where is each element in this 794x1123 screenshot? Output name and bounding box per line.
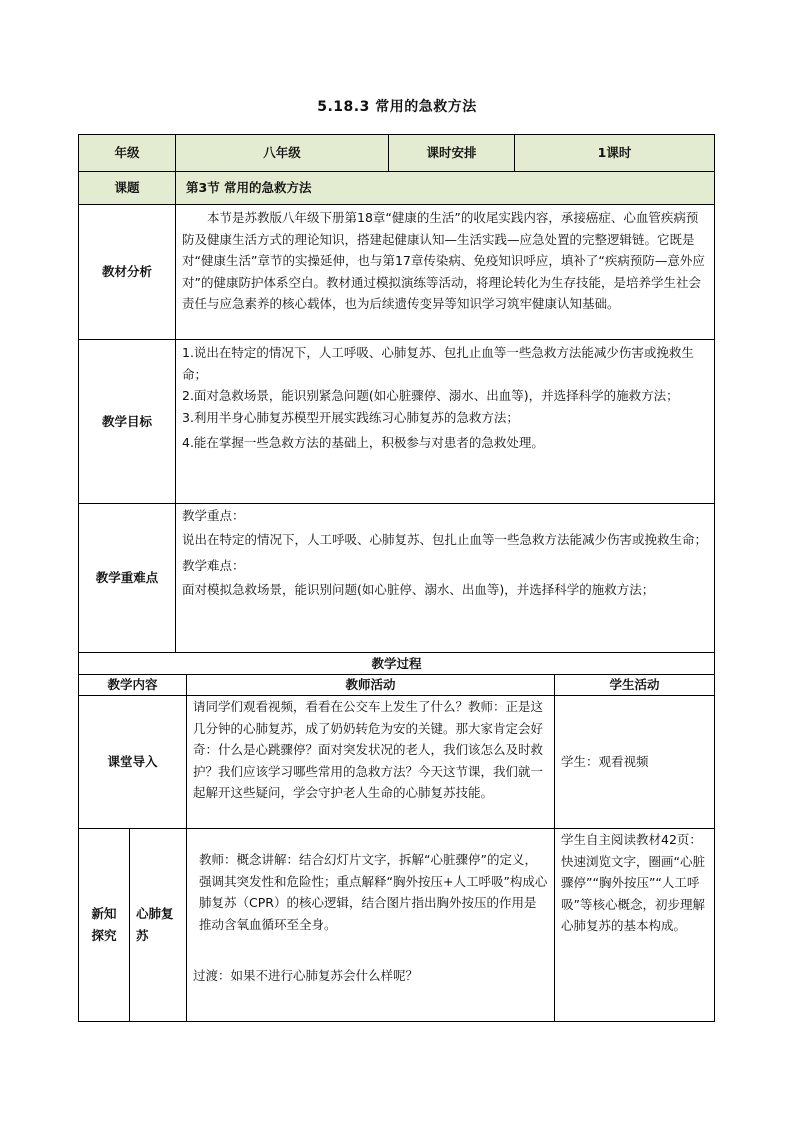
grade-value: 八年级: [175, 134, 389, 172]
col-student-header: 学生活动: [554, 674, 715, 696]
intro-teacher-cell: [186, 695, 555, 829]
cpr-label-cell: [129, 828, 187, 1022]
intro-student: 学生：观看视频: [554, 695, 715, 829]
difficulty-text: 面对模拟急救场景，能识别问题(如心脏停、溺水、出血等)，并选择科学的施救方法；: [182, 582, 655, 597]
new-knowledge-text: 新知探究: [91, 906, 117, 943]
difficulty-title: 教学难点：: [182, 558, 245, 573]
analysis-label: 教材分析: [78, 204, 176, 340]
goals-label: 教学目标: [78, 339, 176, 504]
intro-teacher-text: 请同学们观看视频，看看在公交车上发生了什么？教师：正是这几分钟的心肺复苏，成了奶奶转危为安的关键。那大家肯定会好奇：什么是心跳骤停？面对突发状况的老人，我们该怎么及时救护？我们应该学习哪些常用的急救方法？今天这节课，我们就一起解开这些疑问，学会守护老人生命的心肺复苏技能。: [193, 699, 544, 800]
focus-text: 说出在特定的情况下，人工呼吸、心肺复苏、包扎止血等一些急救方法能减少伤害或挽救生命；: [182, 532, 708, 547]
new-teacher-text-2: 过渡：如果不进行心肺复苏会什么样呢？: [193, 968, 419, 983]
col-teacher-header: 教师活动: [186, 674, 555, 696]
new-teacher-text-1: 教师：概念讲解：结合幻灯片文字，拆解“心脏骤停”的定义，强调其突发性和危险性；重点解释“胸外按压+人工呼吸”构成心肺复苏（CPR）的核心逻辑，结合图片指出胸外按压的作用是推动含氧血循环至全身。: [199, 852, 548, 932]
analysis-text: 本节是苏教版八年级下册第18章“健康的生活”的收尾实践内容，承接癌症、心血管疾病预防及健康生活方式的理论知识，搭建起健康认知—生活实践—应急处置的完整逻辑链。它既是对“健康生活”章节的实操延伸，也与第17章传染病、免疫知识呼应，填补了“疾病预防—意外应对”的健康防护体系空白。教材通过模拟演练等活动，将理论转化为生存技能，是培养学生社会责任与应急素养的核心载体，也为后续遗传变异等知识学习筑牢健康认知基础。: [182, 210, 705, 311]
new-student-cell: [554, 828, 715, 1022]
goal-item-2: 2.面对急救场景，能识别紧急问题(如心脏骤停、溺水、出血等)，并选择科学的施救方法；: [182, 388, 679, 403]
analysis-cell: [175, 204, 715, 340]
goal-item-3: 3.利用半身心肺复苏模型开展实践练习心肺复苏的急救方法；: [182, 409, 519, 425]
keypoints-label: 教学重难点: [78, 503, 176, 653]
topic-label: 课题: [78, 171, 176, 205]
keypoints-cell: [175, 503, 715, 653]
grade-label: 年级: [78, 134, 176, 172]
hours-label: 课时安排: [388, 134, 515, 172]
cpr-label: 心肺复苏: [136, 906, 174, 943]
focus-title: 教学重点：: [182, 508, 245, 523]
new-student-text: 学生自主阅读教材42页：快速浏览文字，圈画“心脏骤停”“胸外按压”“人工呼吸”等核心概念，初步理解心肺复苏的基本构成。: [561, 832, 705, 933]
col-content-header: 教学内容: [78, 674, 187, 696]
goal-item-4: 4.能在掌握一些急救方法的基础上，积极参与对患者的急救处理。: [182, 435, 544, 450]
new-knowledge-label: [78, 828, 130, 1022]
process-title: 教学过程: [78, 652, 715, 675]
goals-cell: [175, 339, 715, 504]
lesson-plan-table: [79, 135, 715, 1023]
hours-value: 1课时: [514, 134, 715, 172]
new-teacher-cell: [186, 828, 555, 1022]
goal-item-1: 1.说出在特定的情况下，人工呼吸、心肺复苏、包扎止血等一些急救方法能减少伤害或挽救生命；: [182, 345, 694, 382]
page-title: 5.18.3 常用的急救方法: [317, 99, 477, 115]
intro-label: 课堂导入: [78, 695, 187, 829]
topic-value: 第3节 常用的急救方法: [175, 171, 715, 205]
